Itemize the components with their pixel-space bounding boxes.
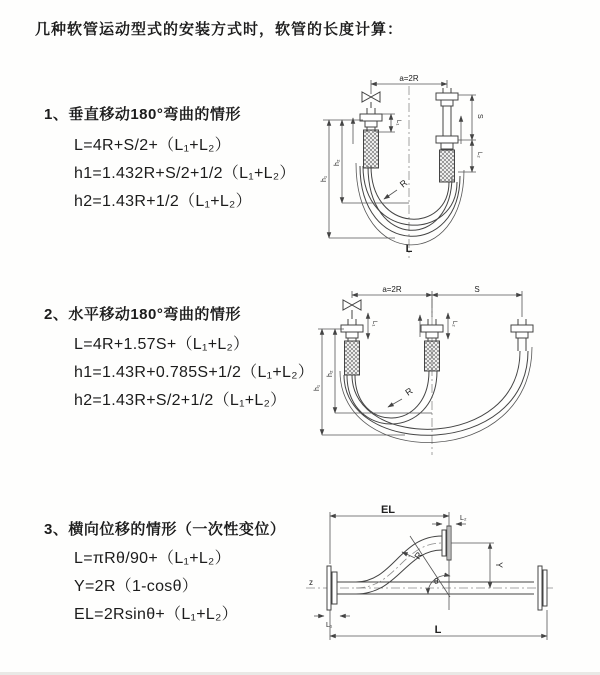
dimension-l bbox=[330, 610, 547, 640]
centerline-z-mark: z bbox=[309, 578, 313, 587]
valve-icon bbox=[362, 92, 380, 108]
diagram-vertical-180-bend bbox=[315, 70, 530, 265]
dim-label-a2r: a=2R bbox=[399, 74, 419, 83]
left-pipe bbox=[341, 319, 363, 375]
dim-label-r: R bbox=[397, 177, 410, 190]
page-title: 几种软管运动型式的安装方式时，软管的长度计算： bbox=[35, 21, 404, 38]
radius-callout bbox=[388, 385, 415, 407]
dim-label-l1: L₁ bbox=[395, 120, 401, 126]
right-pipe bbox=[511, 319, 533, 351]
dimension-y bbox=[451, 543, 504, 588]
dim-label-l2: L₂ bbox=[451, 321, 457, 327]
diagram-lateral-displacement bbox=[298, 500, 600, 655]
dimension-el bbox=[330, 504, 449, 564]
dimension-a2r-s bbox=[352, 285, 522, 317]
dim-label-s: S bbox=[474, 285, 480, 294]
section-1-formula-L: L=4R+S/2+（L₁+L₂） bbox=[74, 137, 231, 154]
dim-label-l1: L₁ bbox=[326, 622, 333, 629]
section-3-formula-Y: Y=2R（1-cosθ） bbox=[74, 578, 199, 595]
dimension-l1 bbox=[368, 313, 377, 339]
section-2-heading: 2、水平移动180°弯曲的情形 bbox=[44, 306, 241, 323]
dimension-h1-h2 bbox=[314, 329, 432, 435]
dim-label-r: R bbox=[403, 385, 415, 398]
dimension-s-l2 bbox=[458, 95, 483, 172]
dim-label-l: L bbox=[434, 624, 442, 636]
section-3-formula-L: L=πRθ/90+（L₁+L₂） bbox=[74, 550, 231, 567]
dim-label-h1: h₁ bbox=[314, 384, 321, 391]
dim-label-h1: h₁ bbox=[321, 175, 328, 182]
right-pipe bbox=[436, 88, 458, 182]
dim-label-h2: h₂ bbox=[327, 370, 334, 377]
valve-icon bbox=[343, 300, 361, 319]
dim-label-h2: h₂ bbox=[334, 159, 341, 166]
dim-label-el: EL bbox=[380, 504, 396, 516]
diagram-horizontal-180-bend bbox=[310, 283, 598, 463]
section-2-formula-h1: h1=1.43R+0.785S+1/2（L₁+L₂） bbox=[74, 364, 315, 381]
section-1-formula-h2: h2=1.43R+1/2（L₁+L₂） bbox=[74, 193, 252, 210]
section-2-formula-L: L=4R+1.57S+（L₁+L₂） bbox=[74, 336, 250, 353]
dim-label-l2: L₂ bbox=[460, 515, 467, 522]
dim-label-r: R bbox=[412, 550, 425, 562]
dim-label-l1: L₁ bbox=[371, 321, 377, 327]
left-pipe bbox=[360, 108, 382, 168]
section-1-formula-h1: h1=1.432R+S/2+1/2（L₁+L₂） bbox=[74, 165, 296, 182]
dim-label-a2r: a=2R bbox=[382, 285, 402, 294]
section-3-formula-EL: EL=2Rsinθ+（L₁+L₂） bbox=[74, 606, 238, 623]
dim-label-y: Y bbox=[494, 562, 504, 569]
section-3-heading: 3、横向位移的情形（一次性变位） bbox=[44, 521, 286, 538]
section-2-formula-h2: h2=1.43R+S/2+1/2（L₁+L₂） bbox=[74, 392, 287, 409]
dim-label-l: L bbox=[405, 243, 413, 255]
dimension-l1 bbox=[314, 616, 350, 629]
middle-pipe bbox=[421, 319, 443, 371]
radius-callout bbox=[384, 177, 410, 199]
section-1-heading: 1、垂直移动180°弯曲的情形 bbox=[44, 106, 241, 123]
dim-label-s: S bbox=[476, 114, 483, 119]
dim-label-l2: L₂ bbox=[476, 152, 482, 158]
dim-label-theta: θ bbox=[434, 577, 439, 586]
